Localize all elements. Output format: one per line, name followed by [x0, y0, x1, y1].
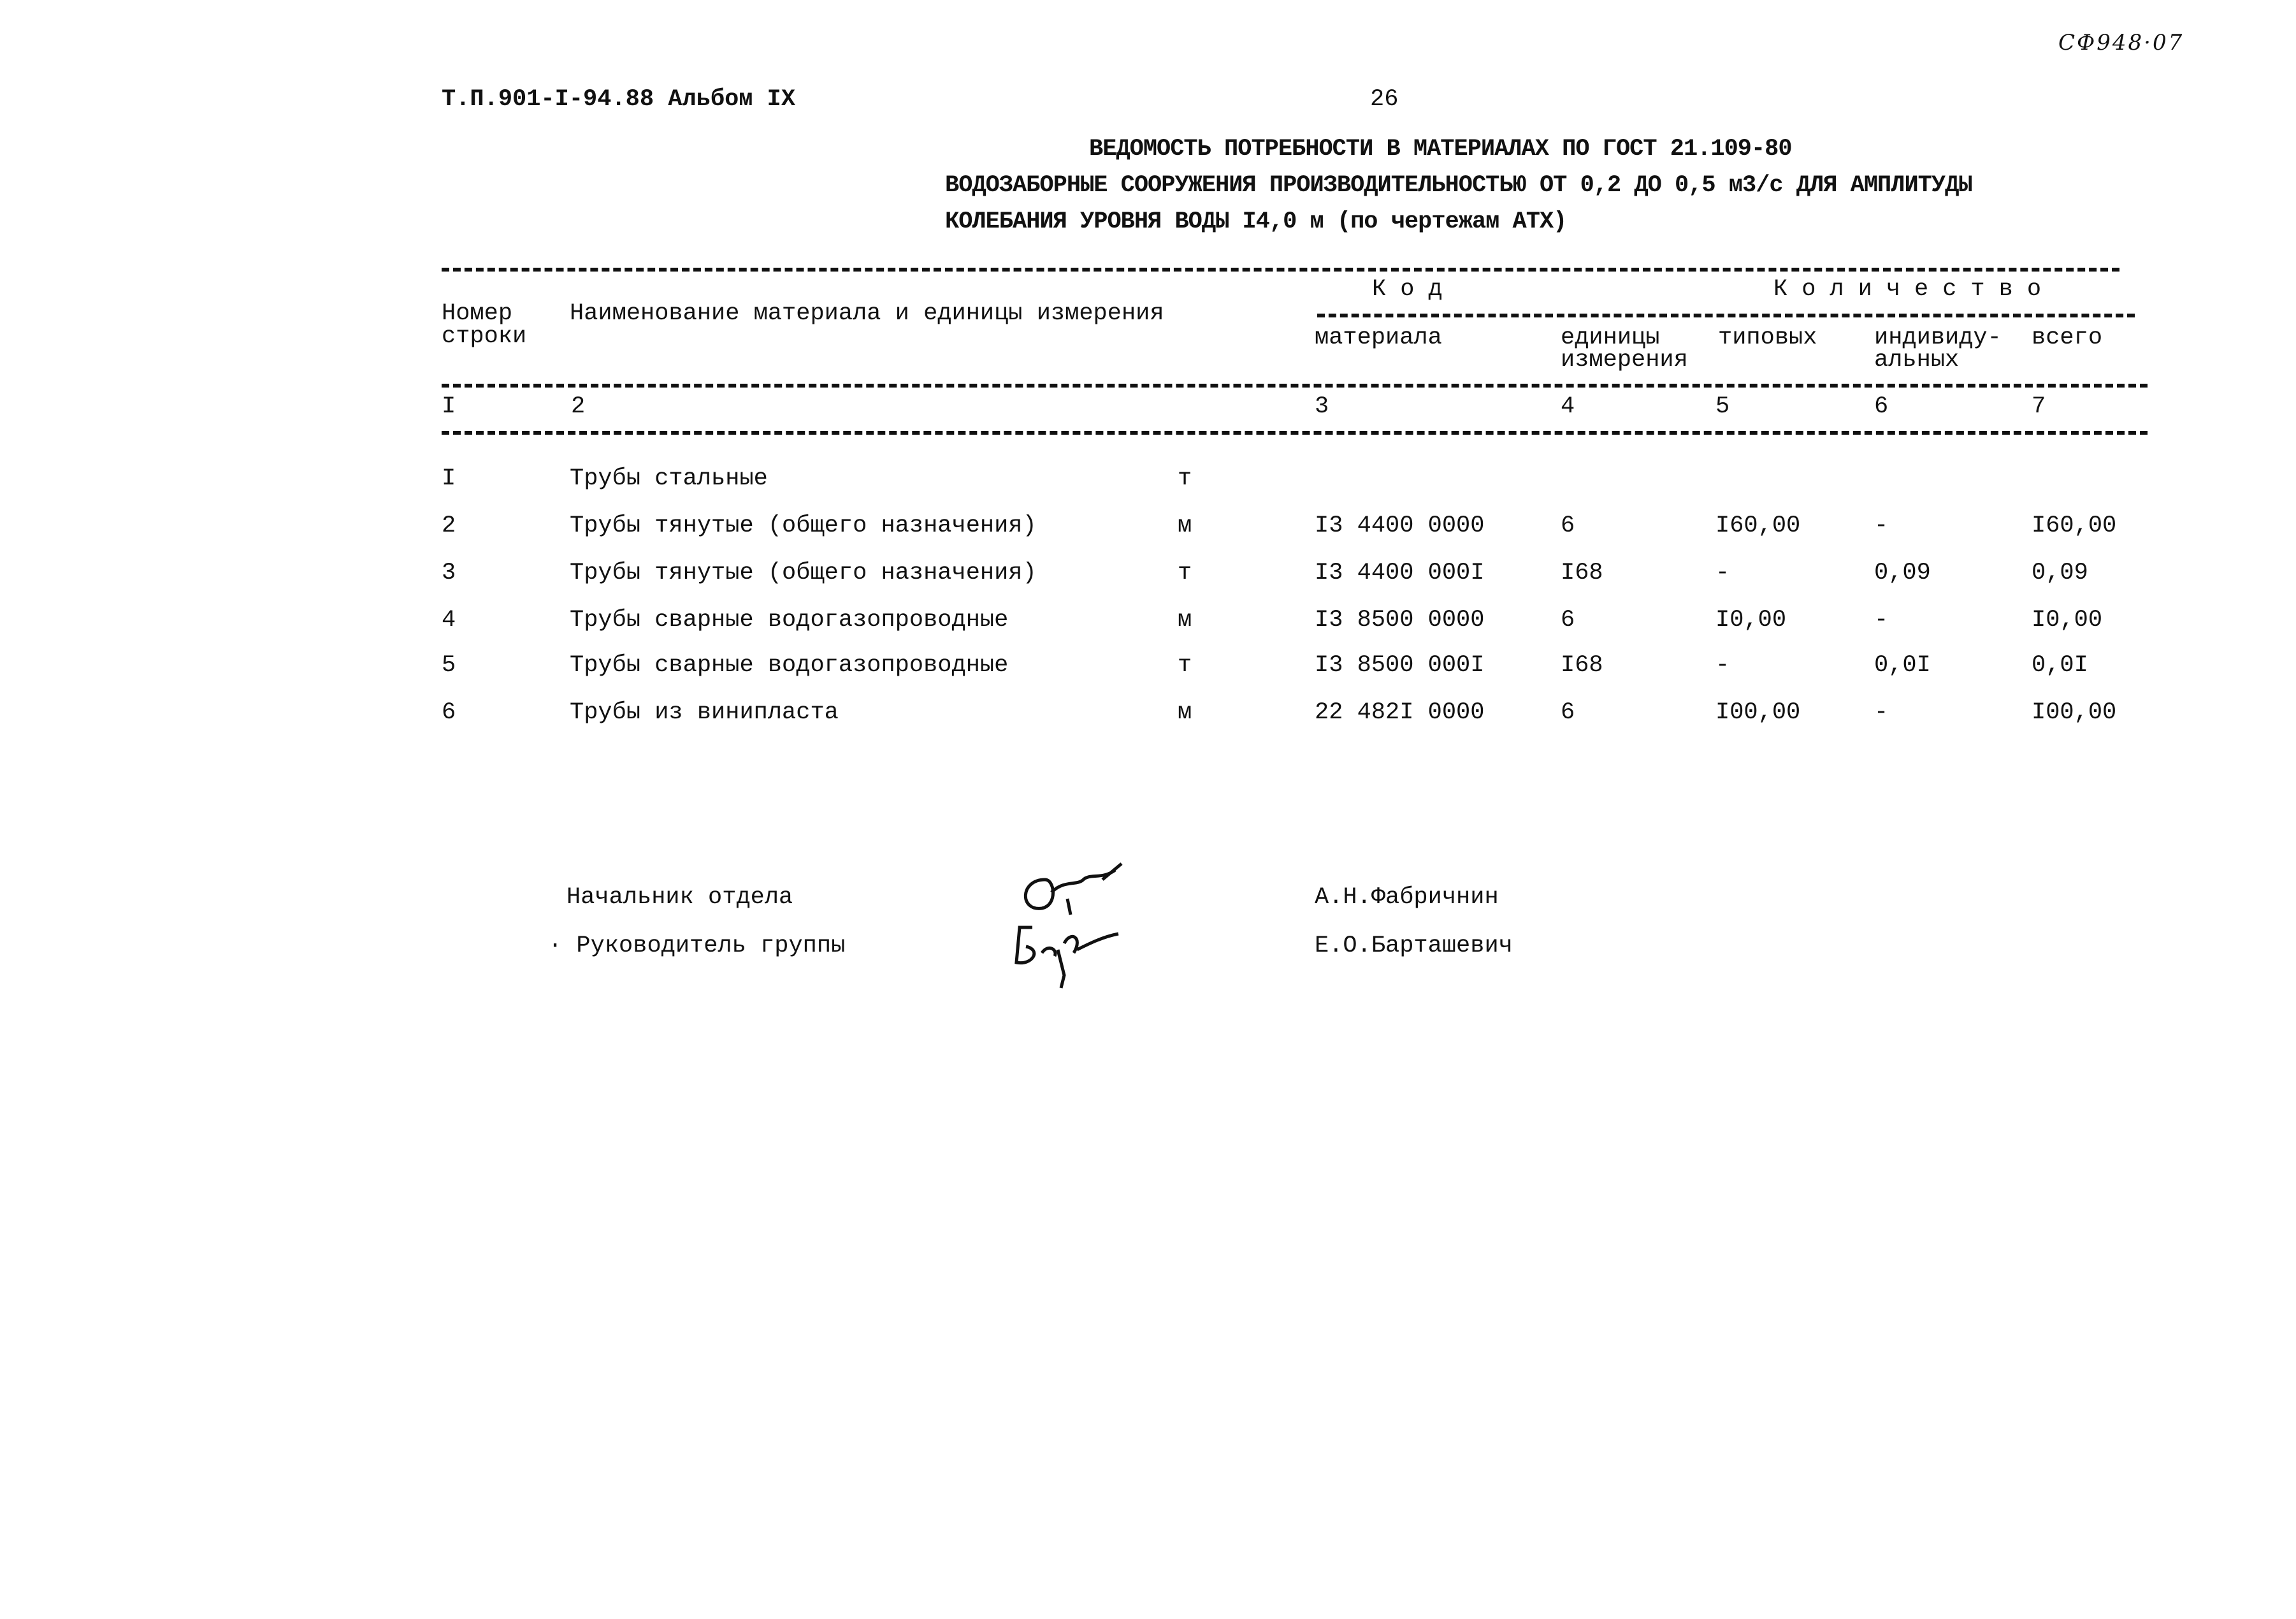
column-number: 3	[1315, 393, 1329, 420]
cell-unit: т	[1178, 652, 1192, 679]
cell-unit-code: I68	[1561, 652, 1603, 679]
cell-total: I0,00	[2032, 607, 2103, 634]
column-number: 5	[1715, 393, 1730, 420]
cell-typical: I60,00	[1715, 512, 1801, 539]
header-name: Наименование материала и единицы измерения	[570, 300, 1164, 327]
cell-unit: т	[1178, 560, 1192, 586]
cell-name: Трубы тянутые (общего назначения)	[570, 560, 1037, 586]
cell-unit: т	[1178, 465, 1192, 492]
handwritten-signatures	[1007, 854, 1173, 1001]
header-unit-1: единицы	[1561, 324, 1660, 351]
cell-name: Трубы сварные водогазопроводные	[570, 652, 1009, 679]
header-material: материала	[1315, 324, 1442, 351]
header-quantity: Количество	[1773, 276, 2056, 303]
cell-no: I	[442, 465, 456, 492]
cell-typical: I0,00	[1715, 607, 1787, 634]
document-reference: Т.П.901-I-94.88 Альбом IX	[442, 86, 796, 113]
cell-individual: 0,0I	[1874, 652, 1931, 679]
cell-name: Трубы стальные	[570, 465, 768, 492]
cell-individual: 0,09	[1874, 560, 1931, 586]
cell-no: 4	[442, 607, 456, 634]
divider	[442, 384, 2148, 388]
cell-unit: м	[1178, 699, 1192, 726]
cell-total: I60,00	[2032, 512, 2117, 539]
page-number: 26	[1370, 86, 1399, 113]
signature-role-2: · Руководитель группы	[548, 933, 846, 959]
cell-total: 0,0I	[2032, 652, 2088, 679]
column-number: 7	[2032, 393, 2046, 420]
cell-code: I3 8500 000I	[1315, 652, 1485, 679]
header-typical: типовых	[1718, 324, 1817, 351]
column-number: 4	[1561, 393, 1575, 420]
divider	[442, 431, 2148, 435]
header-individual-2: альных	[1874, 347, 1960, 374]
header-row-no-2: строки	[442, 323, 527, 350]
cell-unit: м	[1178, 512, 1192, 539]
cell-typical: I00,00	[1715, 699, 1801, 726]
cell-code: I3 8500 0000	[1315, 607, 1485, 634]
column-number: I	[442, 393, 456, 420]
cell-unit-code: I68	[1561, 560, 1603, 586]
header-row-no-1: Номер	[442, 300, 513, 327]
cell-individual: -	[1874, 699, 1889, 726]
cell-code: 22 482I 0000	[1315, 699, 1485, 726]
header-unit-2: измерения	[1561, 347, 1688, 374]
signature-name-2: Е.О.Барташевич	[1315, 933, 1513, 959]
column-number: 2	[571, 393, 586, 420]
cell-code: I3 4400 000I	[1315, 560, 1485, 586]
cell-no: 2	[442, 512, 456, 539]
cell-unit-code: 6	[1561, 607, 1575, 634]
signature-role-1: Начальник отдела	[567, 884, 793, 911]
header-total: всего	[2032, 324, 2103, 351]
cell-unit-code: 6	[1561, 512, 1575, 539]
title-line-3: КОЛЕБАНИЯ УРОВНЯ ВОДЫ I4,0 м (по чертежам АТХ)	[945, 208, 1567, 235]
cell-no: 3	[442, 560, 456, 586]
role-text: Руководитель группы	[576, 933, 846, 959]
cell-no: 5	[442, 652, 456, 679]
cell-unit: м	[1178, 607, 1192, 634]
cell-name: Трубы из винипласта	[570, 699, 839, 726]
cell-typical: -	[1715, 560, 1730, 586]
archive-mark: СФ948·07	[2058, 30, 2184, 55]
cell-typical: -	[1715, 652, 1730, 679]
cell-code: I3 4400 0000	[1315, 512, 1485, 539]
divider	[442, 268, 2119, 272]
cell-total: 0,09	[2032, 560, 2088, 586]
cell-total: I00,00	[2032, 699, 2117, 726]
header-code: Код	[1372, 276, 1457, 303]
title-line-1: ВЕДОМОСТЬ ПОТРЕБНОСТИ В МАТЕРИАЛАХ ПО ГОСТ 21.109-80	[1089, 136, 1792, 163]
cell-individual: -	[1874, 607, 1889, 634]
title-line-2: ВОДОЗАБОРНЫЕ СООРУЖЕНИЯ ПРОИЗВОДИТЕЛЬНОСТЬЮ ОТ 0,2 ДО 0,5 м3/с ДЛЯ АМПЛИТУДЫ	[945, 172, 1972, 199]
cell-no: 6	[442, 699, 456, 726]
cell-name: Трубы сварные водогазопроводные	[570, 607, 1009, 634]
divider	[1317, 314, 2135, 317]
header-individual-1: индивиду-	[1874, 324, 2002, 351]
cell-unit-code: 6	[1561, 699, 1575, 726]
cell-name: Трубы тянутые (общего назначения)	[570, 512, 1037, 539]
signature-name-1: А.Н.Фабричнин	[1315, 884, 1499, 911]
column-number: 6	[1874, 393, 1889, 420]
cell-individual: -	[1874, 512, 1889, 539]
